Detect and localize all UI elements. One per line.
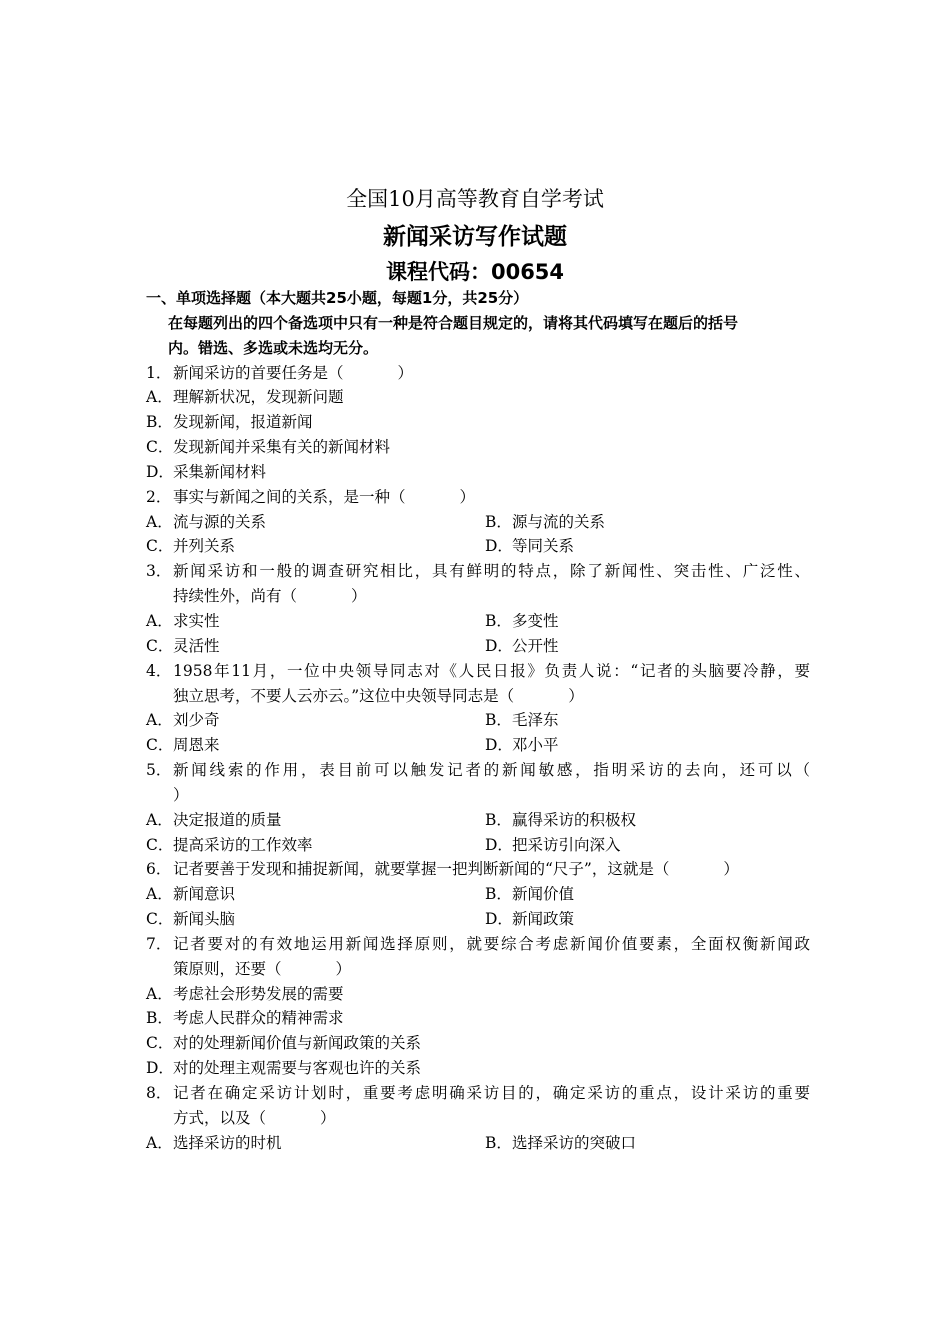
answer-paren-close: ） [397,363,414,382]
question-number: 4． [146,661,172,680]
option-d: D． 对的处理主观需要与客观也许的关系 [146,1059,422,1078]
question-7 [146,932,810,957]
section-title: 一、单项选择题（本大题共25小题，每题1分，共25分） [146,289,529,307]
question-text: 记者在确定采访计划时，重要考虑明确采访目的，确定采访的重点，设计采访的重要 [173,1084,810,1102]
options-row [146,1131,810,1156]
options-row [146,882,810,907]
question-number: 1． [146,363,172,382]
option-a: A． 流与源的关系 [146,512,267,531]
option-d: D． 新闻政策 [485,910,575,929]
exam-title: 新闻采访写作试题 [383,224,567,250]
question-number: 2． [146,487,172,506]
question-2: 2． 事实与新闻之间的关系，是一种（ ） [146,485,810,510]
course-code: 课程代码：00654 [385,260,565,284]
options-row [146,907,810,932]
question-text-cont: 策原则，还要（ ） [173,959,352,978]
question-8 [146,1081,810,1106]
question-text: 新闻采访和一般的调查研究相比，具有鲜明的特点，除了新闻性、突击性、广泛性、 [173,562,810,581]
option-d: D． 采集新闻材料 [146,462,267,481]
question-text-cont: 方式，以及（ ） [173,1108,336,1127]
question-text: 记者要对的有效地运用新闻选择原则，就要综合考虑新闻价值要素，全面权衡新闻政 [173,934,810,953]
option-c: C． 新闻头脑 [146,910,236,929]
option-d: D． 邓小平 [485,736,559,755]
option-c: C． 周恩来 [146,736,220,755]
question-number: 8． [146,1084,172,1102]
option-a: A． 理解新状况，发现新问题 [146,388,344,407]
section-instruction: 在每题列出的四个备选项中只有一种是符合题目规定的，请将其代码填写在题后的括号 [168,313,739,332]
question-3 [146,559,810,584]
question-6: 6． 记者要善于发现和捕捉新闻，就要掌握一把判断新闻的“尺子”，这就是（ ） [146,857,810,882]
option-b: B． 选择采访的突破口 [485,1133,637,1152]
option-d: D． 公开性 [485,636,559,655]
question-1 [146,361,810,386]
question-text: 记者要善于发现和捕捉新闻，就要掌握一把判断新闻的“尺子”，这就是（ [173,860,670,879]
option-c: C． 提高采访的工作效率 [146,835,313,854]
question-text-cont: 持续性外，尚有（ ） [173,587,367,606]
question-number: 5． [146,761,172,780]
option-b: B． 源与流的关系 [485,512,606,531]
option-d: D． 等同关系 [485,537,575,556]
question-text: 新闻线索的作用，表目前可以触发记者的新闻敏感，指明采访的去向，还可以（ [173,761,810,780]
option-c: C． 对的处理新闻价值与新闻政策的关系 [146,1034,422,1053]
options-row [146,733,810,758]
question-5 [146,758,810,783]
option-a: A． 刘少奇 [146,711,220,730]
option-a: A． 决定报道的质量 [146,810,282,829]
option-c: C． 发现新闻并采集有关的新闻材料 [146,438,391,457]
options-row [146,609,810,634]
options-row [146,510,810,535]
option-c: C． 灵活性 [146,636,220,655]
option-b: B． 赢得采访的积极权 [485,810,637,829]
question-number: 7． [146,934,172,953]
exam-header: 全国10月高等教育自学考试 [346,187,604,211]
options-row [146,833,810,858]
option-b: B． 发现新闻，报道新闻 [146,413,313,432]
option-a: A． 考虑社会形势发展的需要 [146,984,344,1003]
option-b: B． 多变性 [485,611,559,630]
option-b: B． 考虑人民群众的精神需求 [146,1009,344,1028]
question-text: 新闻采访的首要任务是（ [173,363,344,382]
options-row [146,634,810,659]
options-row [146,708,810,733]
section-instruction: 内。错选、多选或未选均无分。 [168,338,379,357]
option-a: A． 选择采访的时机 [146,1133,282,1152]
question-text: 1958年11月，一位中央领导同志对《人民日报》负责人说：“记者的头脑要冷静，要 [173,661,810,680]
question-number: 3． [146,562,172,581]
option-a: A． 求实性 [146,611,220,630]
option-c: C． 并列关系 [146,537,236,556]
question-text: 事实与新闻之间的关系，是一种（ [173,487,406,506]
options-row [146,808,810,833]
question-4 [146,659,810,684]
options-row [146,534,810,559]
option-b: B． 毛泽东 [485,711,559,730]
option-a: A． 新闻意识 [146,885,236,904]
question-number: 6． [146,860,172,879]
question-text-cont: 独立思考，不要人云亦云。”这位中央领导同志是（ ） [173,686,584,705]
exam-content [146,286,810,1156]
option-d: D． 把采访引向深入 [485,835,621,854]
option-b: B． 新闻价值 [485,885,575,904]
question-text-cont: ） [173,785,189,804]
